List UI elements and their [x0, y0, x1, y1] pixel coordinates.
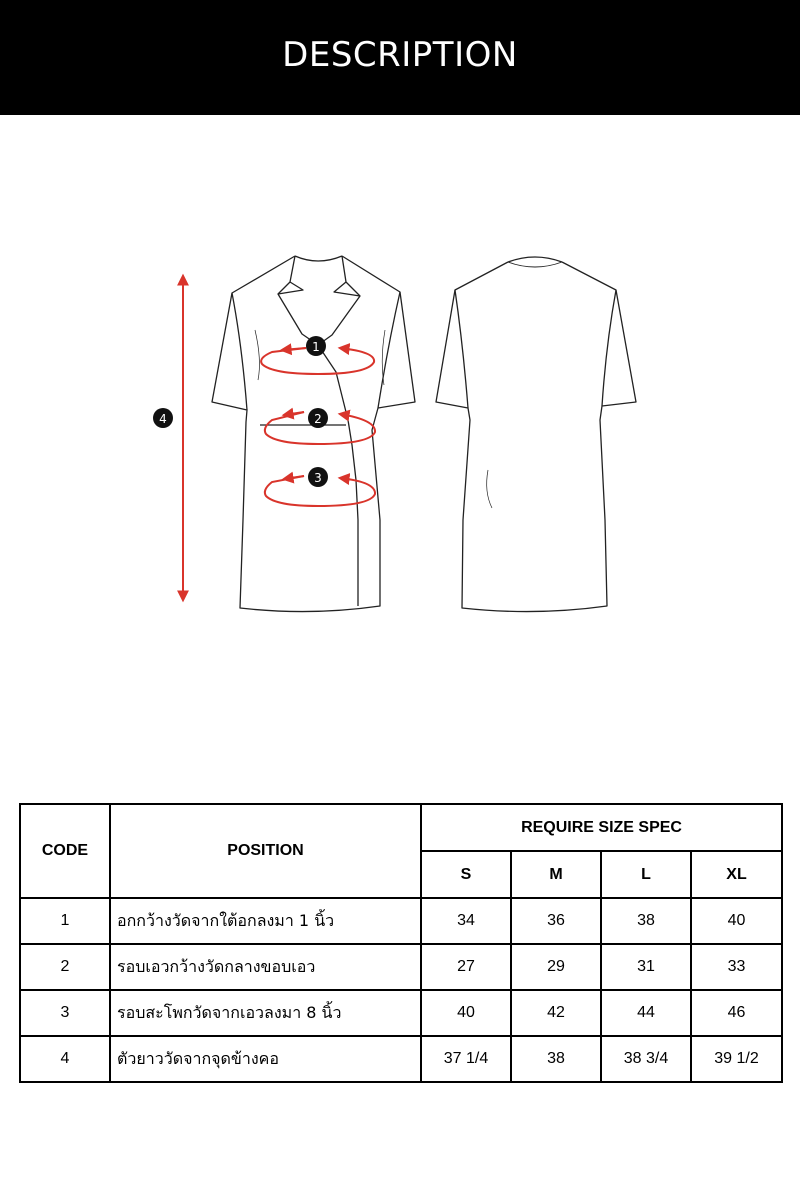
description-header [0, 0, 800, 115]
back-dress-drawing [436, 257, 636, 612]
row-value-m: 36 [511, 898, 601, 944]
position-header: POSITION [110, 804, 421, 898]
row-value-xl: 33 [691, 944, 782, 990]
front-dress-drawing [212, 256, 415, 612]
marker-2 [308, 408, 328, 428]
svg-text:4: 4 [159, 412, 167, 426]
row-position: รอบเอวกว้างวัดกลางขอบเอว [110, 944, 421, 990]
size-header-m: M [511, 851, 601, 898]
row-position: รอบสะโพกวัดจากเอวลงมา 8 นิ้ว [110, 990, 421, 1036]
row-value-xl: 40 [691, 898, 782, 944]
svg-text:1: 1 [312, 340, 320, 354]
svg-text:3: 3 [314, 471, 322, 485]
row-code: 1 [20, 898, 110, 944]
row-value-xl: 39 1/2 [691, 1036, 782, 1082]
size-header-s: S [421, 851, 511, 898]
row-value-s: 34 [421, 898, 511, 944]
require-size-spec-header: REQUIRE SIZE SPEC [421, 804, 782, 851]
table-row [20, 898, 782, 944]
row-value-m: 29 [511, 944, 601, 990]
table-row [20, 990, 782, 1036]
row-value-l: 44 [601, 990, 691, 1036]
size-spec-table [19, 803, 783, 1083]
size-header-xl: XL [691, 851, 782, 898]
header-title: DESCRIPTION [282, 34, 518, 75]
row-value-l: 38 3/4 [601, 1036, 691, 1082]
row-code: 2 [20, 944, 110, 990]
table-row [20, 1036, 782, 1082]
row-value-l: 31 [601, 944, 691, 990]
row-value-xl: 46 [691, 990, 782, 1036]
svg-text:2: 2 [314, 412, 322, 426]
row-value-s: 40 [421, 990, 511, 1036]
row-value-l: 38 [601, 898, 691, 944]
marker-4 [153, 408, 173, 428]
row-position: ตัวยาววัดจากจุดข้างคอ [110, 1036, 421, 1082]
marker-3 [308, 467, 328, 487]
row-code: 3 [20, 990, 110, 1036]
code-header: CODE [20, 804, 110, 898]
row-position: อกกว้างวัดจากใต้อกลงมา 1 นิ้ว [110, 898, 421, 944]
row-code: 4 [20, 1036, 110, 1082]
row-value-m: 42 [511, 990, 601, 1036]
marker-1 [306, 336, 326, 356]
table-row [20, 944, 782, 990]
row-value-s: 37 1/4 [421, 1036, 511, 1082]
row-value-s: 27 [421, 944, 511, 990]
row-value-m: 38 [511, 1036, 601, 1082]
size-header-l: L [601, 851, 691, 898]
dress-measurement-illustration [0, 230, 800, 640]
